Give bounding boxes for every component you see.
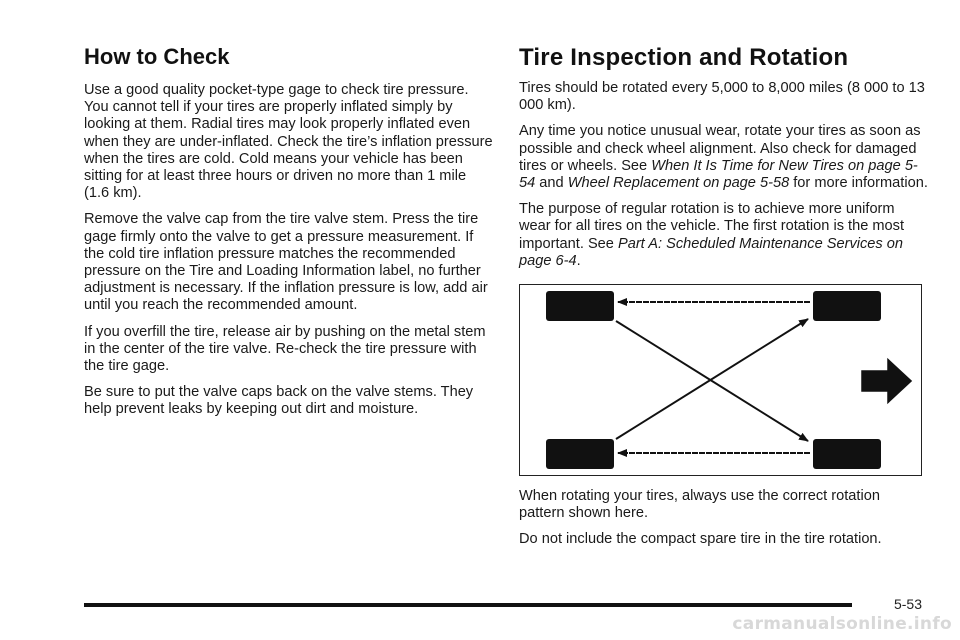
page-number: 5-53 xyxy=(893,596,922,612)
tire-icon-front-right xyxy=(813,291,881,321)
paragraph: Use a good quality pocket-type gage to check tire pressure. You cannot tell if your tires are properly inflated simply by looking at them. Radial tires may look properly inflated even when they are under-inflated. Check the tire’s inflation pressure when the tires are cold. Cold means your vehicle has been sitting for at least three hours or driven no more than 1 mile (1.6 km). xyxy=(84,82,493,202)
paragraph: Do not include the compact spare tire in the tire rotation. xyxy=(519,531,882,548)
watermark: carmanualsonline.info xyxy=(732,614,952,634)
paragraph: If you overfill the tire, release air by pushing on the metal stem in the center of the tire valve. Re-check the tire pressure with the tire gage. xyxy=(84,323,486,375)
paragraph: Remove the valve cap from the tire valve stem. Press the tire gage firmly onto the valve to get a pressure measurement. If the cold tire inflation pressure matches the recommended pressure on the Tire and Loading Information label, no further adjustment is necessary. If the inflation pressure is low, add air until you reach the recommended amount. xyxy=(84,211,488,314)
footer-rule xyxy=(84,603,852,607)
section-heading-how-to-check: How to Check xyxy=(84,44,230,69)
paragraph: Be sure to put the valve caps back on the valve stems. They help prevent leaks by keeping out dirt and moisture. xyxy=(84,384,474,418)
forward-direction-arrow-icon xyxy=(860,355,914,407)
cross-reference-link[interactable]: Part A: Scheduled Maintenance Services on page 6-4 xyxy=(519,235,903,269)
tire-icon-rear-left xyxy=(546,439,614,469)
tire-icon-front-left xyxy=(546,291,614,321)
paragraph xyxy=(519,123,929,192)
text: and xyxy=(535,175,568,192)
paragraph: Tires should be rotated every 5,000 to 8,000 miles (8 000 to 13 000 km). xyxy=(519,80,925,114)
paragraph xyxy=(519,201,929,270)
tire-inspection-body xyxy=(519,80,929,558)
text: Any time you notice unusual wear, rotate your tires as soon as possible and check wheel alignment. Also check for damaged tires or wheels. See xyxy=(519,123,921,174)
section-heading-tire-inspection: Tire Inspection and Rotation xyxy=(519,44,849,71)
tire-rotation-diagram xyxy=(519,284,922,476)
tire-icon-rear-right xyxy=(813,439,881,469)
how-to-check-body xyxy=(84,82,494,428)
cross-reference-link[interactable]: When It Is Time for New Tires on page 5-54 xyxy=(519,157,918,192)
paragraph: When rotating your tires, always use the correct rotation pattern shown here. xyxy=(519,488,880,522)
arrow-icon-cross-down xyxy=(616,321,808,441)
rotation-pattern-svg xyxy=(520,285,920,474)
text: for more information. xyxy=(789,175,928,192)
cross-reference-link[interactable]: Wheel Replacement on page 5-58 xyxy=(567,175,790,192)
text: . xyxy=(576,252,581,269)
arrow-icon-cross-up xyxy=(616,319,808,439)
text: The purpose of regular rotation is to achieve more uniform wear for all tires on the vehicle. The first rotation is the most important. See xyxy=(519,201,905,252)
